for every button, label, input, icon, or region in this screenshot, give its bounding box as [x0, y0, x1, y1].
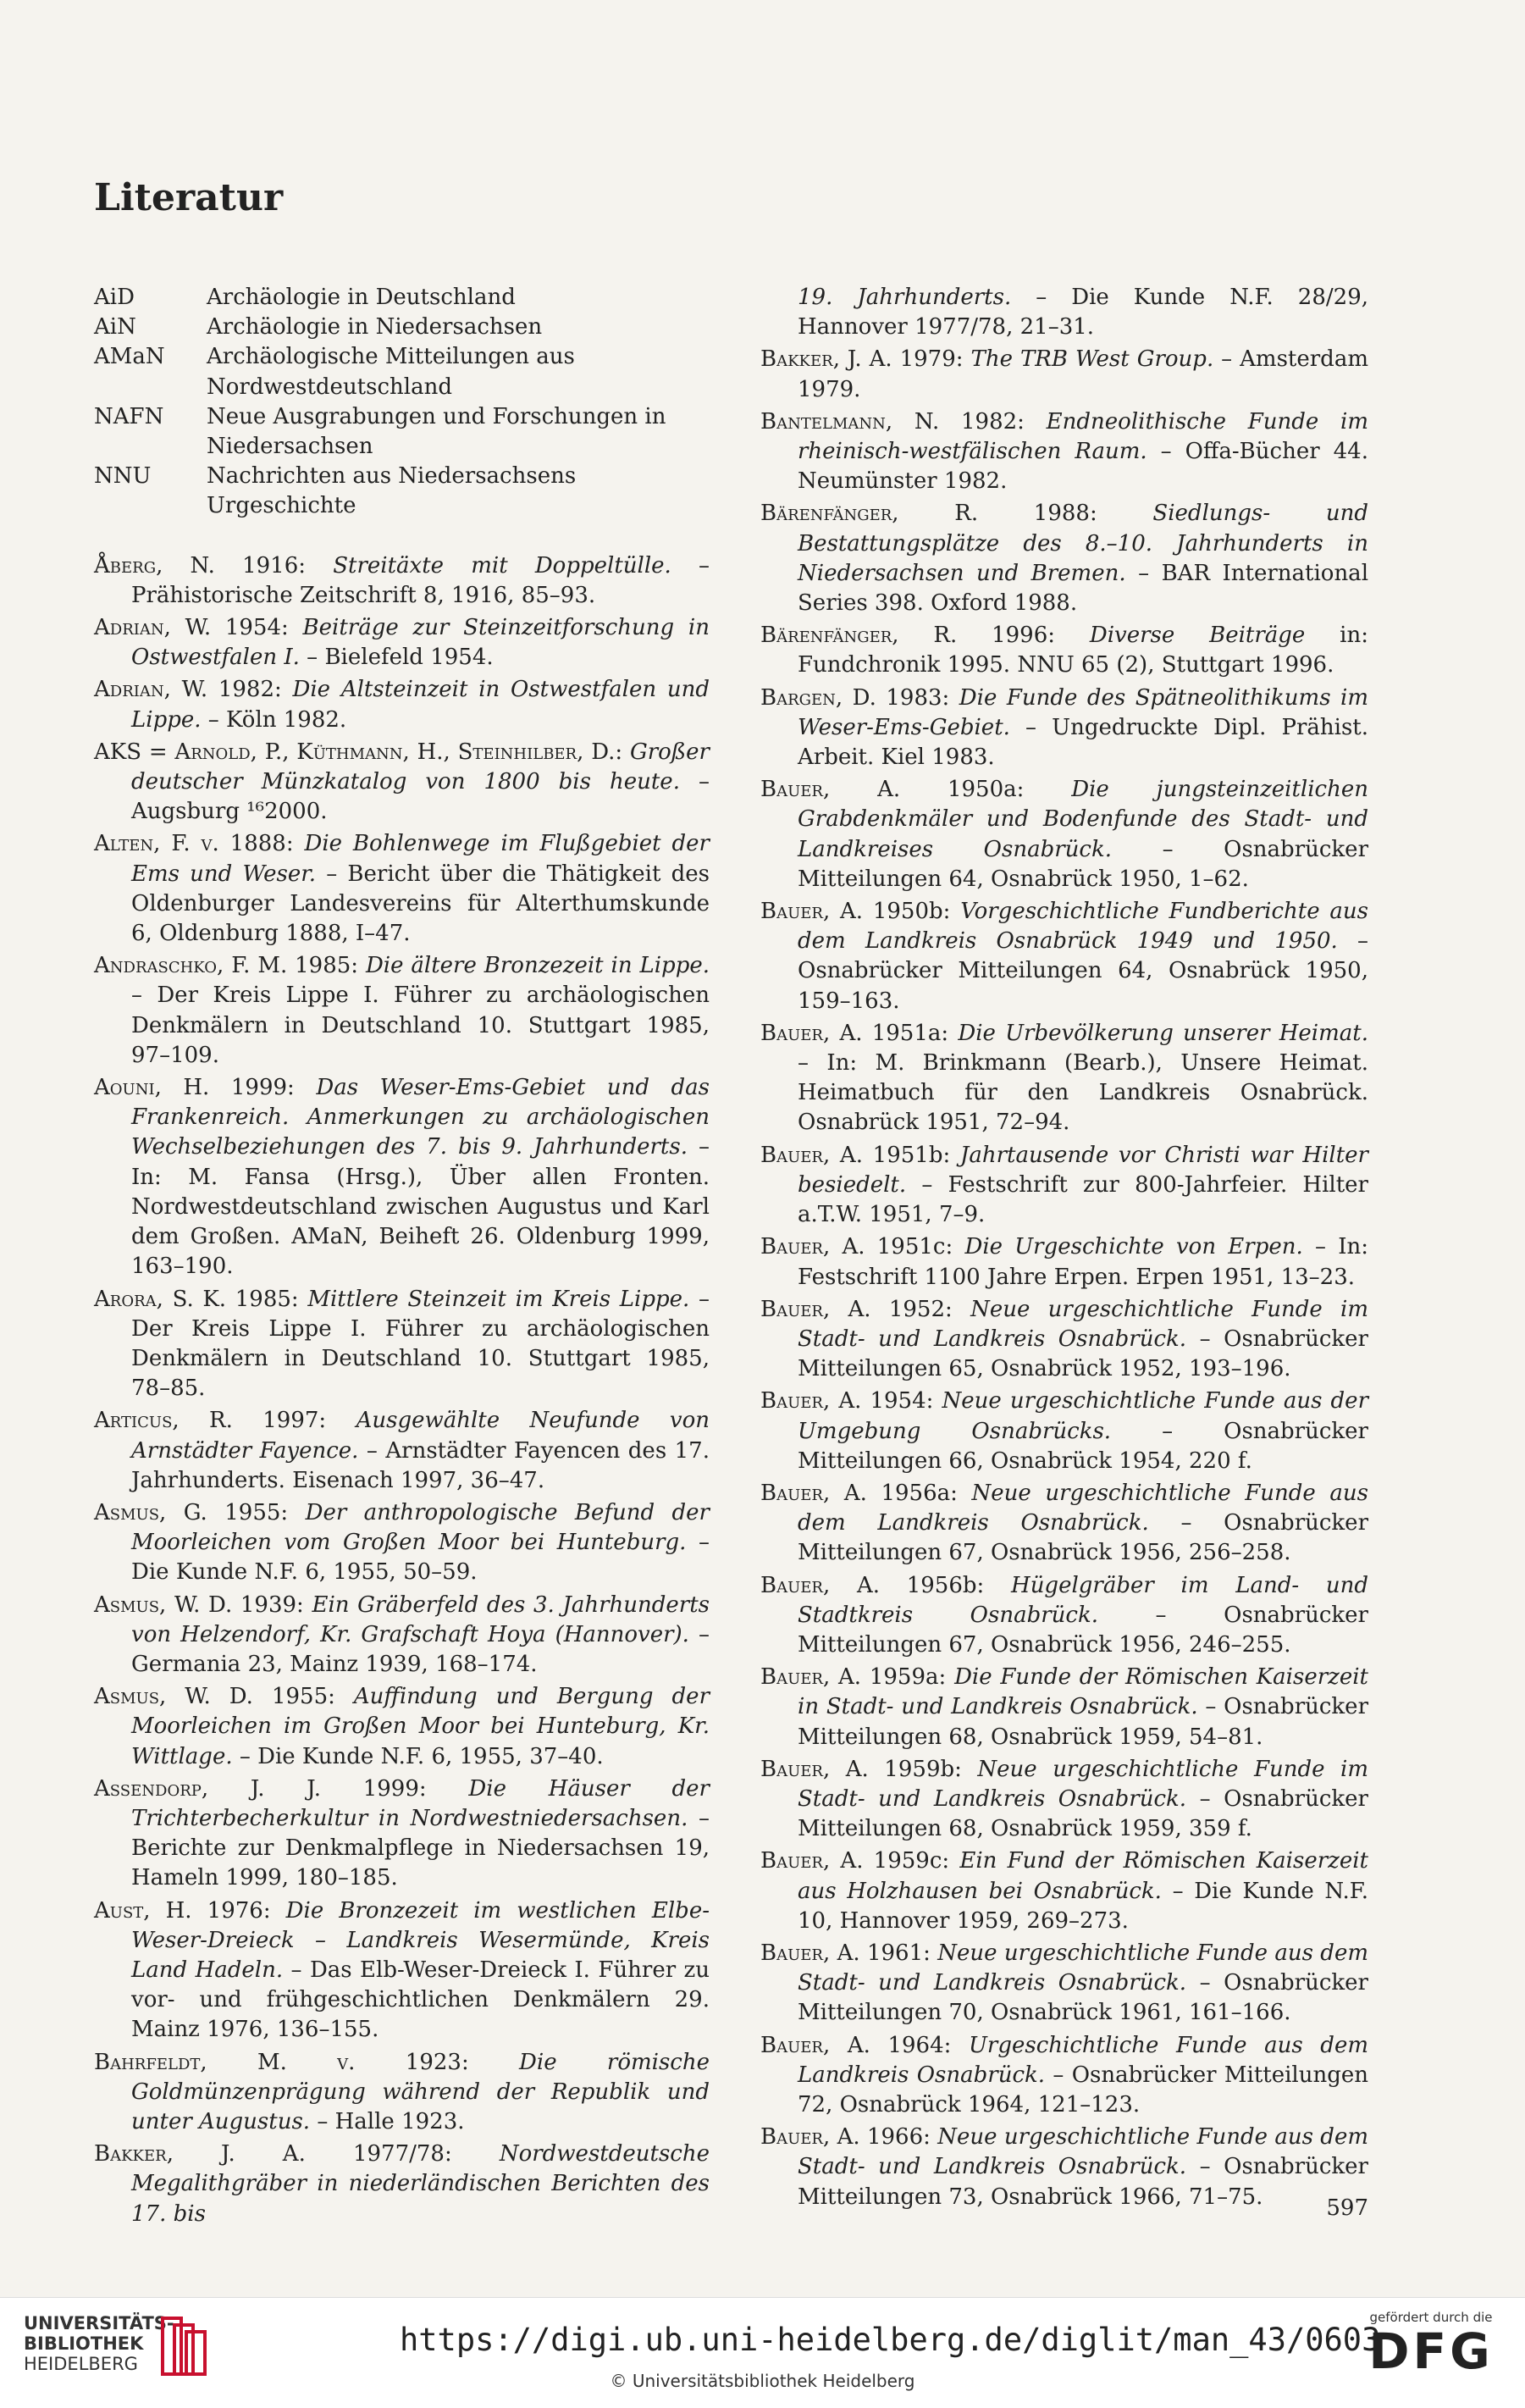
reference-author: Bargen, D.	[760, 684, 876, 711]
reference-details: – Die Kunde N.F. 6, 1955, 37–40.	[232, 1743, 604, 1769]
reference-title: Die ältere Bronzezeit in Lippe.	[365, 953, 710, 979]
reference-entry	[760, 1846, 1368, 1936]
reference-details: – Berichte zur Denkmalpflege in Niedersachsen 19, Hameln 1999, 180–185.	[131, 1805, 710, 1891]
reference-author: Alten, F. v.	[94, 831, 219, 857]
reference-entry	[94, 2048, 710, 2138]
reference-year: 1985:	[287, 953, 366, 979]
reference-year: 1982:	[207, 677, 293, 703]
reference-year: 1983:	[876, 684, 959, 711]
reference-title: Ein Fund der Römischen Kaiserzeit aus Holzhausen bei Osnabrück.	[798, 1848, 1368, 1904]
reference-details: – Osnabrücker Mitteilungen 67, Osnabrück 1956, 246–255.	[798, 1602, 1368, 1658]
reference-entry	[760, 499, 1368, 618]
reference-details: in: Fundchronik 1995. NNU 65 (2), Stuttgart 1996.	[798, 623, 1368, 678]
reference-year: 1996:	[957, 623, 1090, 649]
reference-year: 1951a:	[862, 1020, 959, 1046]
reference-title: Die Bohlenwege im Flußgebiet der Ems und Weser.	[131, 831, 710, 887]
reference-entry	[94, 951, 710, 1071]
reference-details: – Germania 23, Mainz 1939, 168–174.	[131, 1621, 710, 1677]
abbreviation-row	[94, 402, 710, 462]
reference-title: Großer deutscher Münzkatalog von 1800 bis heute.	[131, 739, 710, 795]
reference-year: 1955:	[252, 1684, 354, 1710]
reference-title: Neue urgeschichtliche Funde aus dem Stadt- und Landkreis Osnabrück.	[798, 1940, 1368, 1996]
reference-year: 1959c:	[863, 1848, 960, 1874]
reference-entry	[760, 407, 1368, 497]
reference-details: – Osnabrücker Mitteilungen 70, Osnabrück 1961, 161–166.	[798, 1970, 1368, 2026]
reference-year: 1888:	[218, 831, 305, 857]
reference-author: Aouni, H.	[94, 1075, 210, 1101]
reference-title: Auffindung und Bergung der Moorleichen im Großen Moor bei Hunteburg, Kr. Wittlage.	[131, 1684, 710, 1769]
reference-entry	[760, 1479, 1368, 1569]
reference-author: Articus, R.	[94, 1408, 233, 1434]
reference-author: Bauer, A.	[760, 1572, 880, 1598]
reference-details: – Augsburg ¹⁶2000.	[131, 769, 710, 825]
reference-title: Streitäxte mit Doppeltülle.	[333, 552, 671, 578]
reference-entry	[760, 1571, 1368, 1661]
reference-entry	[760, 2031, 1368, 2121]
reference-year: 1954:	[861, 1388, 942, 1414]
reference-author: AKS = Arnold, P., Küthmann, H., Steinhilber, D.	[94, 739, 616, 765]
reference-title: Die Funde der Römischen Kaiserzeit in Stadt- und Landkreis Osnabrück.	[798, 1664, 1368, 1720]
reference-list-left	[94, 551, 710, 2229]
abbreviation-key: AiN	[94, 314, 136, 340]
reference-year: 1951c:	[865, 1234, 965, 1260]
abbreviation-key: AMaN	[94, 344, 165, 370]
reference-year: 1964:	[870, 2032, 969, 2058]
reference-entry	[760, 775, 1368, 894]
reference-title: Die Funde des Spätneolithikums im Weser-Ems-Gebiet.	[798, 684, 1369, 740]
reference-details: – Arnstädter Fayencen des 17. Jahrhunderts. Eisenach 1997, 36–47.	[131, 1437, 710, 1493]
reference-entry	[94, 1498, 710, 1588]
reference-details: – Bericht über die Thätigkeit des Oldenburger Landesvereins für Alterthumskunde 6, Oldenburg 1888, I–47.	[131, 861, 710, 947]
reference-details: – Die Kunde N.F. 6, 1955, 50–59.	[131, 1530, 710, 1586]
reference-title: Neue urgeschichtliche Funde im Stadt- und Landkreis Osnabrück.	[798, 1756, 1368, 1812]
reference-author: Assendorp, J. J.	[94, 1775, 321, 1802]
reference-details: – Osnabrücker Mitteilungen 64, Osnabrück 1950, 1–62.	[798, 836, 1368, 892]
reference-year: 1951b:	[862, 1142, 960, 1168]
reference-entry	[760, 1755, 1368, 1845]
reference-entry	[760, 1141, 1368, 1231]
reference-title: Neue urgeschichtliche Funde im Stadt- und Landkreis Osnabrück.	[798, 1296, 1368, 1352]
reference-entry	[94, 613, 710, 673]
reference-author: Bärenfänger, R.	[760, 623, 958, 649]
reference-author: Bauer, A.	[760, 1848, 864, 1874]
reference-details: – BAR International Series 398. Oxford 1988.	[798, 560, 1369, 617]
reference-year: 1956a:	[866, 1480, 972, 1506]
reference-details: – Osnabrücker Mitteilungen 67, Osnabrück 1956, 256–258.	[798, 1510, 1368, 1566]
reference-title: Hügelgräber im Land- und Stadtkreis Osnabrück.	[798, 1572, 1369, 1628]
reference-entry	[94, 675, 710, 734]
reference-details: – Der Kreis Lippe I. Führer zu archäologischen Denkmälern in Deutschland 10. Stuttgart 1985, 97–109.	[131, 983, 710, 1068]
reference-author: Asmus, G.	[94, 1499, 207, 1525]
reference-details: – Bielefeld 1954.	[299, 645, 494, 671]
reference-entry	[94, 551, 710, 611]
reference-entry	[760, 1232, 1368, 1292]
reference-details: – Osnabrücker Mitteilungen 64, Osnabrück 1950, 159–163.	[798, 928, 1369, 1014]
reference-title: Neue urgeschichtliche Funde aus dem Stadt- und Landkreis Osnabrück.	[798, 2124, 1368, 2180]
reference-year: 1959b:	[868, 1756, 978, 1782]
reference-details: – In: Festschrift 1100 Jahre Erpen. Erpen 1951, 13–23.	[798, 1234, 1368, 1290]
library-logo	[24, 2313, 174, 2374]
abbreviation-key: AiD	[94, 285, 135, 310]
reference-entry	[94, 1406, 710, 1496]
reference-author: Bauer, A.	[760, 1388, 862, 1414]
reference-year: 1999:	[320, 1775, 469, 1802]
reference-entry	[760, 1019, 1368, 1138]
reference-author: Aust, H.	[94, 1897, 192, 1924]
reference-author: Bauer, A.	[760, 2032, 870, 2058]
reference-entry	[94, 1591, 710, 1680]
abbreviation-value: Neue Ausgrabungen und Forschungen in Niedersachsen	[207, 403, 666, 460]
reference-author: Bauer, A.	[760, 899, 864, 925]
reference-details: – Ungedruckte Dipl. Prähist. Arbeit. Kiel 1983.	[798, 714, 1368, 771]
reference-year: 1961:	[859, 1940, 938, 1966]
reference-title: Diverse Beiträge	[1089, 623, 1306, 649]
reference-year: 1959a:	[861, 1664, 955, 1691]
reference-entry	[94, 1682, 710, 1772]
reference-list-right	[760, 345, 1368, 2211]
reference-title: Beiträge zur Steinzeitforschung in Ostwestfalen I.	[131, 615, 710, 671]
reference-entry	[760, 1939, 1368, 2029]
left-column	[94, 283, 710, 2232]
reference-author: Bärenfänger, R.	[760, 501, 979, 527]
reference-author: Bauer, A.	[760, 1020, 863, 1046]
reference-title: Ein Gräberfeld des 3. Jahrhunderts von Helzendorf, Kr. Grafschaft Hoya (Hannover).	[131, 1591, 710, 1647]
reference-year: 1950b:	[863, 899, 961, 925]
reference-entry	[760, 1387, 1368, 1476]
library-name-line: UNIVERSITÄTS-	[24, 2313, 174, 2333]
reference-details: – Köln 1982.	[201, 706, 347, 733]
page-number: 597	[1326, 2195, 1368, 2221]
reference-author: Asmus, W. D.	[94, 1591, 233, 1618]
reference-author: Adrian, W.	[94, 615, 212, 641]
reference-details: – Osnabrücker Mitteilungen 72, Osnabrück 1964, 121–123.	[798, 2062, 1369, 2117]
reference-title: Die Häuser der Trichterbecherkultur in Nordwestniedersachsen.	[131, 1775, 710, 1831]
reference-entry	[760, 897, 1368, 1016]
library-name-line: HEIDELBERG	[24, 2354, 138, 2374]
reference-author: Arora, S. K.	[94, 1286, 227, 1312]
reference-title: Die jungsteinzeitlichen Grabdenkmäler und Bodenfunde des Stadt- und Landkreises Osnabrück.	[798, 777, 1368, 862]
copyright-notice: © Universitätsbibliothek Heidelberg	[610, 2371, 915, 2391]
abbreviation-key: NNU	[94, 463, 152, 490]
reference-author: Bauer, A.	[760, 1664, 862, 1691]
reference-year: 1966:	[859, 2124, 938, 2151]
reference-title: Neue urgeschichtliche Funde aus der Umgebung Osnabrücks.	[798, 1388, 1368, 1444]
reference-author: Bauer, A.	[760, 2124, 860, 2151]
reference-year: 1923:	[355, 2049, 520, 2075]
reference-title: Urgeschichtliche Funde aus dem Landkreis Osnabrück.	[798, 2032, 1368, 2088]
reference-details: – Osnabrücker Mitteilungen 66, Osnabrück 1954, 220 f.	[798, 1418, 1368, 1474]
reference-title: Der anthropologische Befund der Moorleichen vom Großen Moor bei Hunteburg.	[131, 1499, 710, 1556]
reference-entry	[760, 1295, 1368, 1385]
reference-author: Adrian, W.	[94, 677, 208, 703]
page-title: Literatur	[94, 176, 284, 219]
reference-year: 1982:	[939, 408, 1047, 435]
reference-year: 1999:	[209, 1075, 317, 1101]
reference-details: – Osnabrücker Mitteilungen 73, Osnabrück 1966, 71–75.	[798, 2154, 1368, 2210]
reference-title: Die Urgeschichte von Erpen.	[964, 1234, 1303, 1260]
reference-title: Nordwestdeutsche Megalithgräber in niederländischen Berichten des 17. bis	[131, 2141, 710, 2227]
reference-details: – Die Kunde N.F. 28/29, Hannover 1977/78, 21–31.	[798, 285, 1368, 340]
dfg-logo	[1346, 2310, 1516, 2378]
abbreviation-row	[94, 462, 710, 521]
reference-details: – In: M. Brinkmann (Bearb.), Unsere Heimat. Heimatbuch für den Landkreis Osnabrück. Osnabrück 1951, 72–94.	[798, 1050, 1368, 1136]
reference-entry	[760, 2123, 1368, 2212]
reference-title: Die Urbevölkerung unserer Heimat.	[958, 1020, 1368, 1046]
reference-author: Bantelmann, N.	[760, 408, 940, 435]
reference-author: Bauer, A.	[760, 1234, 865, 1260]
reference-details: – Das Elb-Weser-Dreieck I. Führer zu vor- und frühgeschichtlichen Denkmälern 29. Mainz 1976, 136–155.	[131, 1957, 710, 2043]
abbreviation-key: NAFN	[94, 403, 164, 429]
reference-title: Siedlungs- und Bestattungsplätze des 8.–10. Jahrhunderts in Niedersachsen und Bremen.	[798, 501, 1368, 586]
reference-year: 1916:	[214, 552, 334, 578]
reference-title: Die römische Goldmünzenprägung während der Republik und unter Augustus.	[131, 2049, 710, 2134]
reference-entry	[94, 1774, 710, 1894]
abbreviation-value: Archäologie in Niedersachsen	[207, 314, 543, 340]
reference-year: 1956b:	[880, 1572, 1012, 1598]
reference-year: 1976:	[191, 1897, 286, 1924]
reference-entry	[760, 684, 1368, 773]
footer-bar	[0, 2297, 1525, 2408]
reference-details: – Osnabrücker Mitteilungen 65, Osnabrück 1952, 193–196.	[798, 1326, 1368, 1382]
reference-year: 1977/78:	[305, 2141, 500, 2167]
abbreviation-value: Archäologische Mitteilungen aus Nordwestdeutschland	[207, 344, 575, 400]
reference-entry	[94, 1285, 710, 1404]
reference-year: 1955:	[207, 1499, 306, 1525]
abbreviation-value: Nachrichten aus Niedersachsens Urgeschichte	[207, 463, 577, 519]
reference-details: – Offa-Bücher 44. Neumünster 1982.	[798, 439, 1368, 495]
reference-entry	[94, 738, 710, 828]
reference-year: 1985:	[226, 1286, 308, 1312]
reference-author: Bauer, A.	[760, 1480, 867, 1506]
reference-author: Bauer, A.	[760, 777, 901, 803]
reference-author: Asmus, W. D.	[94, 1684, 253, 1710]
library-name-line: BIBLIOTHEK	[24, 2333, 144, 2354]
reference-author: Andraschko, F. M.	[94, 953, 288, 979]
reference-title: The TRB West Group.	[970, 346, 1214, 373]
reference-year: 1979:	[892, 346, 971, 373]
reference-author: Bauer, A.	[760, 1940, 860, 1966]
document-url-link[interactable]: https://digi.ub.uni-heidelberg.de/diglit/man_43/0603	[400, 2322, 1381, 2358]
reference-title: Mittlere Steinzeit im Kreis Lippe.	[307, 1286, 690, 1312]
reference-author: Åberg, N.	[94, 552, 215, 578]
reference-year: 1939:	[232, 1591, 312, 1618]
reference-details: – Prähistorische Zeitschrift 8, 1916, 85–93.	[131, 552, 710, 608]
library-logo-icon	[159, 2313, 212, 2379]
reference-details: – Der Kreis Lippe I. Führer zu archäologischen Denkmälern in Deutschland 10. Stuttgart 1985, 78–85.	[131, 1286, 710, 1402]
abbreviation-list	[94, 283, 710, 522]
abbreviation-row	[94, 283, 710, 313]
abbreviation-row	[94, 342, 710, 401]
reference-author: Bauer, A.	[760, 1756, 869, 1782]
reference-details: – In: M. Fansa (Hrsg.), Über allen Fronten. Nordwestdeutschland zwischen Augustus und Karl dem Großen. AMaN, Beiheft 26. Oldenburg 1999, 163–190.	[131, 1134, 710, 1280]
reference-year: 1988:	[978, 501, 1153, 527]
reference-title: Die Altsteinzeit in Ostwestfalen und Lippe.	[131, 677, 710, 733]
reference-author: Bakker, J. A.	[760, 346, 892, 373]
reference-author: Bakker, J. A.	[94, 2141, 306, 2167]
abbreviation-value: Archäologie in Deutschland	[207, 285, 516, 310]
reference-title: Das Weser-Ems-Gebiet und das Frankenreich. Anmerkungen zu archäologischen Wechselbeziehungen des 7. bis 9. Jahrhunderts.	[131, 1075, 710, 1160]
reference-entry	[94, 1896, 710, 2045]
reference-entry	[760, 1663, 1368, 1752]
reference-details: – Osnabrücker Mitteilungen 68, Osnabrück 1959, 359 f.	[798, 1785, 1368, 1842]
reference-year: 1950a:	[900, 777, 1072, 803]
reference-title: Jahrtausende vor Christi war Hilter besiedelt.	[798, 1142, 1368, 1198]
reference-title: Vorgeschichtliche Fundberichte aus dem Landkreis Osnabrück 1949 und 1950.	[798, 899, 1368, 955]
reference-title: Ausgewählte Neufunde von Arnstädter Fayence.	[131, 1408, 710, 1464]
reference-entry	[94, 2140, 710, 2229]
reference-title: Neue urgeschichtliche Funde aus dem Landkreis Osnabrück.	[798, 1480, 1368, 1536]
reference-entry	[760, 621, 1368, 680]
reference-title: 19. Jahrhunderts.	[798, 285, 1012, 310]
reference-year: :	[615, 739, 630, 765]
reference-author: Bauer, A.	[760, 1296, 871, 1322]
reference-details: – Halle 1923.	[310, 2108, 465, 2134]
dfg-wordmark: DFG	[1368, 2322, 1494, 2380]
reference-year: 1997:	[232, 1408, 356, 1434]
reference-entry	[760, 345, 1368, 404]
reference-details: – Festschrift zur 800-Jahrfeier. Hilter a.T.W. 1951, 7–9.	[798, 1171, 1368, 1228]
reference-year: 1952:	[870, 1296, 971, 1322]
reference-year: 1954:	[211, 615, 303, 641]
reference-title: Endneolithische Funde im rheinisch-westfälischen Raum.	[798, 408, 1369, 465]
reference-title: Die Bronzezeit im westlichen Elbe-Weser-Dreieck – Landkreis Wesermünde, Kreis Land Hadeln.	[131, 1897, 710, 1983]
right-column	[760, 283, 1368, 2215]
reference-author: Bauer, A.	[760, 1142, 863, 1168]
reference-author: Bahrfeldt, M. v.	[94, 2049, 356, 2075]
reference-continuation	[760, 283, 1368, 342]
reference-entry	[94, 1073, 710, 1281]
reference-details: – Amsterdam 1979.	[798, 346, 1368, 402]
reference-entry	[94, 829, 710, 949]
reference-details: – Osnabrücker Mitteilungen 68, Osnabrück 1959, 54–81.	[798, 1694, 1369, 1750]
funded-by-label: gefördert durch die	[1369, 2310, 1493, 2325]
abbreviation-row	[94, 313, 710, 342]
reference-details: – Die Kunde N.F. 10, Hannover 1959, 269–273.	[798, 1878, 1368, 1934]
